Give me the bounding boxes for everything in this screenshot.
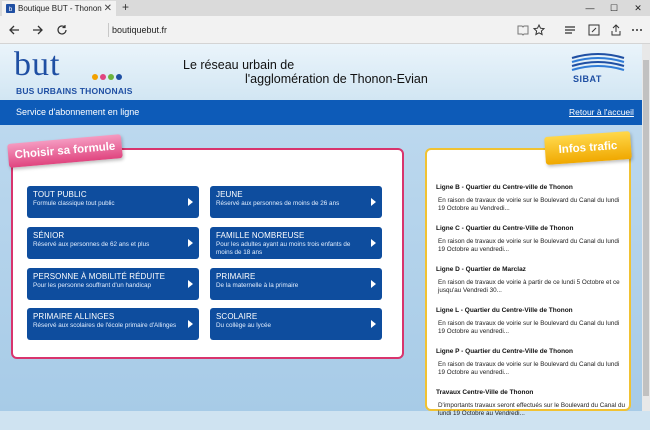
trafic-item[interactable]	[436, 225, 626, 266]
formula-card-primaire-allinges[interactable]	[27, 308, 199, 340]
hub-button[interactable]	[562, 22, 578, 38]
logo-dot	[116, 74, 122, 80]
formule-ribbon: Choisir sa formule	[7, 134, 123, 168]
star-icon	[533, 24, 545, 36]
card-subtitle: Réservé aux personnes de moins de 26 ans	[216, 200, 340, 207]
site-favicon-icon	[6, 4, 15, 13]
card-subtitle: Pour les adultes ayant au moins trois enfants de moins de 18 ans	[216, 241, 351, 256]
favorite-button[interactable]	[531, 22, 547, 38]
trafic-item[interactable]	[436, 348, 626, 389]
trafic-item[interactable]	[436, 266, 626, 307]
trafic-item-title[interactable]: Ligne L - Quartier du Centre-Ville de Thonon	[436, 307, 573, 314]
card-subtitle: Du collège au lycée	[216, 322, 271, 329]
trafic-item-body: En raison de travaux de voirie à partir de ce lundi 5 Octobre et ce jusqu'au Vendredi 30...	[438, 279, 620, 294]
address-bar[interactable]: boutiquebut.fr	[112, 25, 168, 35]
arrow-right-icon	[371, 198, 376, 206]
formule-panel	[11, 148, 404, 359]
tab-title: Boutique BUT - Thonon	[18, 4, 102, 13]
card-title: TOUT PUBLIC	[33, 190, 87, 199]
logo-dot	[100, 74, 106, 80]
share-button[interactable]	[608, 22, 624, 38]
web-note-button[interactable]	[586, 22, 602, 38]
trafic-item-title[interactable]: Ligne B - Quartier du Centre-ville de Thonon	[436, 184, 573, 191]
forward-arrow-icon	[32, 24, 44, 36]
trafic-item[interactable]	[436, 307, 626, 348]
card-title: JEUNE	[216, 190, 243, 199]
tab-close-icon[interactable]: ✕	[103, 3, 112, 14]
browser-navbar	[0, 16, 650, 44]
browser-titlebar	[0, 0, 650, 16]
trafic-item-title[interactable]: Ligne C - Quartier du Centre-Ville de Thonon	[436, 225, 574, 232]
card-title: PRIMAIRE ALLINGES	[33, 312, 115, 321]
tagline-line1: Le réseau urbain de	[183, 58, 295, 72]
formula-card-mobilite-reduite[interactable]	[27, 268, 199, 300]
trafic-item-body: En raison de travaux de voirie sur le Boulevard du Canal du lundi 19 Octobre au vendredi...	[438, 238, 620, 253]
trafic-item[interactable]	[436, 184, 626, 225]
trafic-list	[436, 184, 626, 430]
home-link[interactable]: Retour à l'accueil	[569, 107, 634, 117]
logo-dots	[92, 74, 122, 80]
site-header	[0, 44, 642, 100]
card-subtitle: De la maternelle à la primaire	[216, 282, 299, 289]
arrow-right-icon	[188, 320, 193, 328]
back-arrow-icon	[8, 24, 20, 36]
service-bar	[0, 100, 642, 125]
scrollbar-thumb[interactable]	[643, 60, 649, 396]
minimize-button[interactable]: —	[585, 3, 595, 13]
formula-card-tout-public[interactable]	[27, 186, 199, 218]
trafic-item-title[interactable]: Travaux Centre-Ville de Thonon	[436, 389, 534, 396]
close-window-button[interactable]: ✕	[634, 3, 642, 13]
logo-subtitle: BUS URBAINS THONONAIS	[16, 86, 133, 96]
hub-menu-icon	[564, 24, 576, 36]
sibat-logo-icon	[568, 50, 628, 96]
share-icon	[610, 24, 622, 36]
reading-view-button[interactable]	[515, 22, 531, 38]
window-controls	[578, 0, 650, 16]
arrow-right-icon	[188, 280, 193, 288]
trafic-ribbon: Infos trafic	[544, 131, 632, 165]
forward-button[interactable]	[30, 22, 46, 38]
card-title: FAMILLE NOMBREUSE	[216, 231, 305, 240]
trafic-item[interactable]	[436, 389, 626, 430]
service-title: Service d'abonnement en ligne	[16, 107, 140, 117]
page-scrollbar[interactable]	[642, 44, 650, 411]
logo-dot	[108, 74, 114, 80]
trafic-item-body: En raison de travaux de voirie sur le Boulevard du Canal du lundi 19 Octobre au vendredi...	[438, 320, 620, 335]
arrow-right-icon	[188, 239, 193, 247]
refresh-button[interactable]	[54, 22, 70, 38]
more-button[interactable]	[629, 22, 645, 38]
tagline-line2: l'agglomération de Thonon-Evian	[245, 72, 428, 86]
trafic-item-body: En raison de travaux de voirie sur le Boulevard du Canal du lundi 19 Octobre au Vendredi...	[438, 197, 620, 212]
sibat-label: SIBAT	[573, 74, 602, 84]
pen-note-icon	[588, 24, 600, 36]
logo-dot	[92, 74, 98, 80]
address-separator	[108, 23, 109, 37]
back-button[interactable]	[6, 22, 22, 38]
new-tab-button[interactable]: +	[122, 0, 130, 14]
card-subtitle: Pour les personne souffrant d'un handicap	[33, 282, 152, 289]
trafic-item-body: En raison de travaux de voirie sur le Boulevard du Canal du lundi 19 Octobre au vendredi...	[438, 361, 620, 376]
trafic-item-title[interactable]: Ligne P - Quartier du Centre-Ville de Thonon	[436, 348, 573, 355]
arrow-right-icon	[188, 198, 193, 206]
svg-text:b: b	[8, 6, 13, 14]
but-logo[interactable]: but	[14, 46, 61, 83]
more-dots-icon	[631, 24, 643, 36]
arrow-right-icon	[371, 280, 376, 288]
card-title: SÉNIOR	[33, 231, 65, 240]
formula-card-senior[interactable]	[27, 227, 199, 259]
card-title: SCOLAIRE	[216, 312, 258, 321]
arrow-right-icon	[371, 320, 376, 328]
card-title: PRIMAIRE	[216, 272, 256, 281]
trafic-item-body: D'importants travaux seront effectués sur le Boulevard du Canal du lundi 19 Octobre au Vendredi...	[438, 402, 625, 417]
formula-card-jeune[interactable]	[210, 186, 382, 218]
maximize-button[interactable]: ☐	[609, 3, 619, 13]
browser-tab[interactable]	[2, 1, 116, 16]
book-icon	[517, 24, 529, 36]
trafic-item-title[interactable]: Ligne D - Quartier de Marclaz	[436, 266, 526, 273]
arrow-right-icon	[371, 239, 376, 247]
formula-card-famille-nombreuse[interactable]	[210, 227, 382, 259]
refresh-icon	[56, 24, 68, 36]
card-subtitle: Réservé aux scolaires de l'école primaire d'Allinges	[33, 322, 177, 329]
formula-card-scolaire[interactable]	[210, 308, 382, 340]
formula-card-primaire[interactable]	[210, 268, 382, 300]
card-subtitle: Réservé aux personnes de 62 ans et plus	[33, 241, 150, 248]
card-title: PERSONNE À MOBILITÉ RÉDUITE	[33, 272, 166, 281]
card-subtitle: Formule classique tout public	[33, 200, 115, 207]
